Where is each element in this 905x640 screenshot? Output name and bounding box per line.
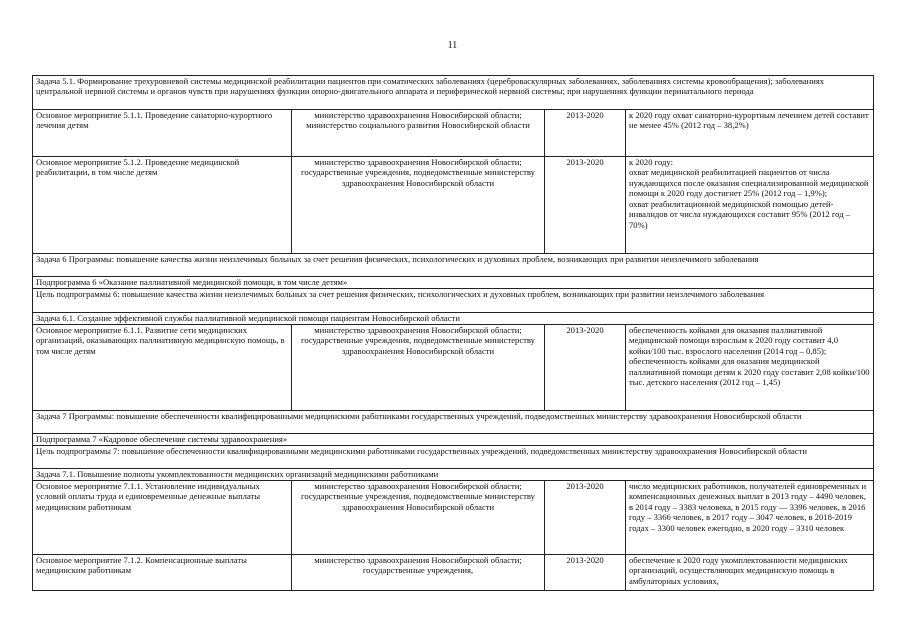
responsible-executor-cell: министерство здравоохранения Новосибирской области; министерство социального развития Новосибирской области: [292, 110, 545, 157]
expected-result-cell: к 2020 году охват санаторно-курортным лечением детей составит не менее 45% (2012 год – 38,2%): [626, 110, 874, 157]
term-cell: 2013-2020: [545, 481, 626, 555]
section-row: [33, 469, 874, 481]
activity-name-cell: Основное мероприятие 7.1.1. Установление индивидуальных условий оплаты труда и единовременные денежные выплаты медицинским работникам: [33, 481, 292, 555]
section-row: [33, 434, 874, 446]
section-row: [33, 76, 874, 110]
activity-row: [33, 325, 874, 411]
activity-row: [33, 555, 874, 591]
program-activities-table: [32, 75, 874, 591]
section-row: [33, 446, 874, 469]
responsible-executor-cell: министерство здравоохранения Новосибирской области; государственные учреждения, подведомственные министерству здравоохранения Новосибирской области: [292, 481, 545, 555]
term-cell: 2013-2020: [545, 157, 626, 254]
table-body: [33, 76, 874, 591]
section-row: [33, 289, 874, 313]
expected-result-cell: обеспечение к 2020 году укомплектованности медицинских организаций, осуществляющих медицинскую помощь в амбулаторных условиях,: [626, 555, 874, 591]
section-heading-cell: Задача 7 Программы: повышение обеспеченности квалифицированными медицинскими работниками государственных учреждений, подведомственных министерству здравоохранения Новосибирской области: [33, 411, 874, 434]
section-heading-cell: Цель подпрограммы 7: повышение обеспеченности квалифицированными медицинскими работниками государственных учреждений, подведомственных министерству здравоохранения Новосибирской области: [33, 446, 874, 469]
section-row: [33, 254, 874, 277]
term-cell: 2013-2020: [545, 325, 626, 411]
section-heading-cell: Цель подпрограммы 6: повышение качества жизни неизлечимых больных за счет решения физических, психологических и духовных проблем, возникающих при развитии неизлечимого заболевания: [33, 289, 874, 313]
section-heading-cell: Задача 7.1. Повышение полноты укомплектованности медицинских организаций медицинскими работниками: [33, 469, 874, 481]
responsible-executor-cell: министерство здравоохранения Новосибирской области; государственные учреждения, подведомственные министерству здравоохранения Новосибирской области: [292, 157, 545, 254]
activity-name-cell: Основное мероприятие 7.1.2. Компенсационные выплаты медицинским работникам: [33, 555, 292, 591]
section-heading-cell: Задача 5.1. Формирование трехуровневой системы медицинской реабилитации пациентов при соматических заболеваниях (цереброваскулярных заболеваниях, заболеваниях системы кровообращения); заболеваниях центральной нервной системы и органов чувств при нарушениях функции опорно-двигательного аппарата и периферической нервной системы; при нарушениях функции перинатального периода: [33, 76, 874, 110]
section-heading-cell: Задача 6.1. Создание эффективной службы паллиативной медицинской помощи пациентам Новосибирской области: [33, 313, 874, 325]
page-number: 11: [447, 40, 458, 51]
activity-row: [33, 157, 874, 254]
activity-row: [33, 481, 874, 555]
section-row: [33, 277, 874, 289]
section-row: [33, 411, 874, 434]
term-cell: 2013-2020: [545, 110, 626, 157]
section-row: [33, 313, 874, 325]
responsible-executor-cell: министерство здравоохранения Новосибирской области; государственные учреждения,: [292, 555, 545, 591]
activity-row: [33, 110, 874, 157]
term-cell: 2013-2020: [545, 555, 626, 591]
expected-result-cell: обеспеченность койками для оказания паллиативной медицинской помощи взрослым к 2020 году составит 4,0 койки/100 тыс. взрослого населения (2014 год – 0,85); обеспеченность койками для оказания медицинской паллиативной помощи детям к 2020 году составит 2,08 койки/100 тыс. детского населения (2012 год – 1,45): [626, 325, 874, 411]
section-heading-cell: Подпрограмма 7 «Кадровое обеспечение системы здравоохранения»: [33, 434, 874, 446]
activity-name-cell: Основное мероприятие 5.1.2. Проведение медицинской реабилитации, в том числе детям: [33, 157, 292, 254]
section-heading-cell: Подпрограмма 6 «Оказание паллиативной медицинской помощи, в том числе детям»: [33, 277, 874, 289]
section-heading-cell: Задача 6 Программы: повышение качества жизни неизлечимых больных за счет решения физических, психологических и духовных проблем, возникающих при развитии неизлечимого заболевания: [33, 254, 874, 277]
activity-name-cell: Основное мероприятие 5.1.1. Проведение санаторно-курортного лечения детям: [33, 110, 292, 157]
activity-name-cell: Основное мероприятие 6.1.1. Развитие сети медицинских организаций, оказывающих паллиативную медицинскую помощь, в том числе детям: [33, 325, 292, 411]
expected-result-cell: число медицинских работников, получателей единовременных и компенсационных денежных выплат в 2013 году – 4490 человек, в 2014 году – 3383 человека, в 2015 году — 3396 человек, в 2016 году – 3366 человек, в 2017 году – 3047 человек, в 2018-2019 годах – 3300 человек ежегодно, в 2020 году – 3310 человек: [626, 481, 874, 555]
responsible-executor-cell: министерство здравоохранения Новосибирской области; государственные учреждения, подведомственные министерству здравоохранения Новосибирской области: [292, 325, 545, 411]
expected-result-cell: к 2020 году: охват медицинской реабилитацией пациентов от числа нуждающихся после оказания специализированной медицинской помощи к 2020 году достигнет 25% (2012 год – 1,9%); охват реабилитационной медицинской помощью детей-инвалидов от числа нуждающихся составит 95% (2012 год – 70%): [626, 157, 874, 254]
